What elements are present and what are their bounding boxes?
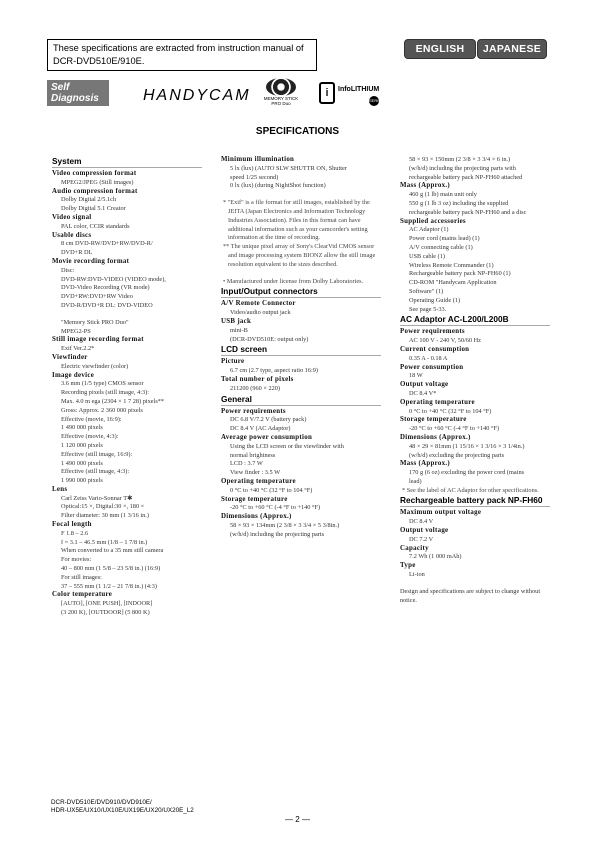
spec-label: Power requirements [221,407,286,415]
spec-value: DVD+R DL [61,249,93,257]
spec-value: Recording pixels (still image, 4:3): [61,389,149,397]
section-heading: General [221,394,381,406]
spec-value: 3.6 mm (1/5 type) CMOS sensor [61,380,144,388]
spec-value: Li-ion [409,571,425,579]
spec-value: 7.2 Wh (1 000 mAh) [409,553,462,561]
spec-value: 550 g (1 lb 3 oz) including the supplied [409,199,509,207]
spec-label: USB jack [221,317,252,325]
spec-label: Usable discs [52,231,92,239]
spec-value: View finder : 3.5 W [230,469,281,477]
spec-value: When converted to a 35 mm still camera [61,547,164,555]
spec-label: Current consumption [400,345,470,353]
spec-value: Gross: Approx. 2 360 000 pixels [61,406,143,414]
spec-label: Mass (Approx.) [400,182,451,190]
section-heading: AC Adaptor AC-L200/L200B [400,314,550,326]
spec-label: Storage temperature [221,495,288,503]
footer-models-line-1: DCR-DVD510E/DVD910/DVD910E/ [51,799,152,806]
spec-label: Supplied accessories [400,217,466,225]
spec-value: 1 490 000 pixels [61,424,103,432]
spec-value: For movies: [61,556,92,564]
spec-value: rechargeable battery pack NP-FH60 and a disc [409,208,527,216]
spec-label: Still image recording format [52,336,144,344]
spec-value: Exif Ver.2.2* [61,345,95,353]
infolithium-logo [319,80,389,108]
spec-value: Effective (still image, 4:3): [61,468,130,476]
spec-label: Capacity [400,544,429,552]
language-tab-english[interactable]: ENGLISH [404,39,476,59]
closing-note: Design and specifications are subject to change without notice. [400,587,541,604]
spec-footnote: ** The unique pixel array of Sony's ClearVid CMOS sensor and image processing system BIONZ allow the still image resolution equivalent to the sizes described. [223,243,376,268]
spec-value: 460 g (1 lb) main unit only [409,191,477,199]
spec-value: For still images: [61,573,102,581]
spec-value: Effective (movie, 4:3): [61,433,119,441]
spec-value: Max. 4.0 m ega (2304 × 1 7 28) pixels** [61,397,165,405]
spec-value: 5 lx (lux) (AUTO SLW SHUTTR ON, Shutter [230,164,347,172]
memory-stick-icon [266,78,296,96]
spec-value: speed 1/25 second) [230,173,279,181]
spec-value: (DCR-DVD510E: output only) [230,335,309,343]
spacer [400,580,550,588]
spec-value: f = 3.1 – 46.5 mm (1/8 – 1 7/8 in.) [61,538,148,546]
spec-value: Rechargeable battery pack NP-FH60 (1) [409,270,511,278]
section-heading: System [52,156,202,168]
infolithium-label: InfoLITHIUM [338,86,380,93]
extract-notice: These specifications are extracted from instruction manual of DCR-DVD510E/910E. [47,39,317,71]
spec-value: rechargeable battery pack NP-FH60 attached [409,173,523,181]
spec-value: 211200 (960 × 220) [230,384,281,392]
infolithium-icon: i [319,82,335,104]
handycam-logo: HANDYCAM [143,87,251,104]
spec-value: -20 °C to +60 °C (-4 °F to +140 °F) [230,504,321,512]
self-diagnosis-logo [47,80,109,112]
spec-value: USB cable (1) [409,252,446,260]
spec-value: Optical:15 ×, Digital:30 ×, 180 × [61,503,145,511]
page-number: — 2 — [285,815,310,824]
section-heading: LCD screen [221,344,381,356]
spec-value: 0 lx (lux) (during NightShot function) [230,182,326,190]
spec-value: LCD : 3.7 W [230,460,263,468]
spec-label: Maximum output voltage [400,509,482,517]
section-heading: Rechargeable battery pack NP-FH60 [400,495,550,507]
spec-label: Dimensions (Approx.) [400,433,471,441]
spec-value: mini-B [230,326,248,334]
spec-label: Dimensions (Approx.) [221,513,292,521]
spec-value: Carl Zeiss Vario-Sonnar T✱ [61,494,133,502]
spec-label: Output voltage [400,381,449,389]
spec-value: 170 g (6 oz) excluding the power cord (mains [409,469,525,477]
memory-stick-label: MEMORY STICK PRO Duo [263,96,299,106]
spec-value: 0 °C to +40 °C (32 °F to 104 °F) [409,407,492,415]
spec-value: 48 × 29 × 81mm (1 15/16 × 1 3/16 × 3 1/4in.) [409,442,525,450]
spacer [221,270,381,278]
spec-label: Total number of pixels [221,375,294,383]
spec-label: Type [400,562,416,570]
spec-value: CD-ROM "Handycam Application [409,279,497,287]
spec-value: "Memory Stick PRO Duo" [61,318,129,326]
spec-label: Image device [52,371,95,379]
spec-value: Effective (still image, 16:9): [61,450,133,458]
spec-label: Output voltage [400,527,449,535]
spec-value: 58 × 93 × 150mm (2 3/8 × 3 3/4 × 6 in.) [409,156,511,163]
spec-value: 1 490 000 pixels [61,459,103,467]
spec-label: A/V Remote Connector [221,300,296,308]
spec-value: 37 – 555 mm (1 1/2 – 21 7/8 in.) (4:3) [61,582,158,590]
spec-value: DVD-RW:DVD-VIDEO (VIDEO mode), [61,275,166,283]
spec-value: 0.35 A - 0.18 A [409,354,448,362]
spacer [221,191,381,199]
spec-value: PAL color, CCIR standards [61,222,130,230]
spec-value: DVD-R/DVD+R DL: DVD-VIDEO [61,301,153,309]
spec-value: (w/h/d) excluding the projecting parts [409,451,505,459]
spec-column-3 [400,156,550,605]
spec-value: DC 7.2 V [409,535,434,543]
spec-value: (w/h/d) including the projecting parts with [409,164,516,172]
spec-label: Audio compression format [52,187,138,195]
spec-value: 0 °C to +40 °C (32 °F to 104 °F) [230,486,313,494]
footer-models-line-2: HDR-UX5E/UX10/UX10E/UX19E/UX20/UX20E_L2 [51,807,194,814]
spec-column-2 [221,156,381,539]
spec-label: Operating temperature [400,398,475,406]
spec-value: MPEG2-PS [61,327,91,335]
language-tab-japanese[interactable]: JAPANESE [477,39,547,59]
self-diagnosis-sub-label: Supported model [63,106,105,112]
page-title: SPECIFICATIONS [255,126,340,137]
spec-label: Mass (Approx.) [400,460,451,468]
infolithium-series-badge: SERIES [369,96,379,106]
spec-value: Effective (movie, 16:9): [61,415,122,423]
spec-label: Average power consumption [221,433,313,441]
spec-value: AC Adaptor (1) [409,226,449,234]
spec-label: Video signal [52,213,92,221]
spec-value: Disc: [61,266,75,274]
spec-value: normal brightness [230,451,276,459]
spec-value: Wireless Remote Commander (1) [409,261,494,269]
spec-value: DC 8.4 V [409,518,434,526]
spec-value: DC 8.4 V* [409,389,437,397]
spec-label: Focal length [52,521,92,529]
spec-value: DC 8.4 V (AC Adaptor) [230,425,291,433]
spec-value: Dolby Digital 5.1 Creator [61,205,126,213]
spec-value: A/V connecting cable (1) [409,243,473,251]
spec-value: DVD+RW:DVD+RW Video [61,293,133,301]
spec-column-1 [52,156,202,618]
spec-value: Filter diameter: 30 mm (1 3/16 in.) [61,512,149,520]
spec-value: Dolby Digital 2/5.1ch [61,196,117,204]
spec-value: DC 6.8 V/7.2 V (battery pack) [230,416,307,424]
spec-value: See page 5-33. [409,305,447,313]
spec-value: Software" (1) [409,287,444,295]
spec-label: Storage temperature [400,416,467,424]
spec-label: Picture [221,358,245,366]
spec-value: (w/h/d) including the projecting parts [230,530,325,538]
spec-label: Video compression format [52,170,137,177]
spec-value: Video/audio output jack [230,309,291,317]
spec-value: DVD-Video Recording (VR mode) [61,284,150,292]
footer-model-list [51,799,194,815]
spec-label: Movie recording format [52,257,130,265]
spec-footnote: * See the label of AC Adaptor for other specifications. [402,486,539,494]
spec-value: [AUTO], [ONE PUSH], [INDOOR] [61,600,153,608]
logo-strip [47,76,547,118]
spec-label: Lens [52,485,68,493]
spec-value: 6.7 cm (2.7 type, aspect ratio 16:9) [230,367,318,375]
spec-value: -20 °C to +60 °C (-4 °F to +140 °F) [409,425,500,433]
spec-value: AC 100 V - 240 V, 50/60 Hz [409,337,481,345]
spec-value: F 1.8 – 2.6 [61,529,89,537]
spec-value: Using the LCD screen or the viewfinder with [230,442,344,450]
spec-value: lead) [409,477,422,485]
spec-value: MPEG2/JPEG (Still images) [61,178,134,186]
spec-value: 40 – 800 mm (1 5/8 – 23 5/8 in.) (16:9) [61,565,161,573]
self-diagnosis-label: Self Diagnosis [51,82,99,104]
section-heading: Input/Output connectors [221,286,381,298]
spec-label: Power requirements [400,328,465,336]
spec-value: 1 120 000 pixels [61,441,103,449]
spec-value: 58 × 93 × 134mm (2 3/8 × 3 3/4 × 5 3/8in.) [230,521,340,529]
spec-value: 1 990 000 pixels [61,477,103,485]
spec-label: Color temperature [52,591,113,599]
spec-label: Minimum illumination [221,156,295,163]
spec-value: Power cord (mains lead) (1) [409,235,480,243]
memory-stick-logo [259,78,303,110]
spec-label: Viewfinder [52,353,88,361]
spec-value: 8 cm DVD-RW/DVD+RW/DVD-R/ [61,240,153,248]
spec-label: Power consumption [400,363,464,371]
spec-value: Electric viewfinder (color) [61,362,129,370]
spec-value: 18 W [409,372,423,380]
spec-value: Operating Guide (1) [409,296,461,304]
spec-footnote: * "Exif" is a file format for still images, established by the JEITA (Japan Electronics and Information Technology Industries Association). Files in this format can have additional information such as your camcorder's setting information at the time of recording. [223,199,370,242]
spec-label: Operating temperature [221,477,296,485]
spacer [52,311,202,319]
spec-footnote: • Manufactured under license from Dolby Laboratories. [223,277,364,285]
spec-value: (3 200 K), [OUTDOOR] (5 800 K) [61,609,150,617]
